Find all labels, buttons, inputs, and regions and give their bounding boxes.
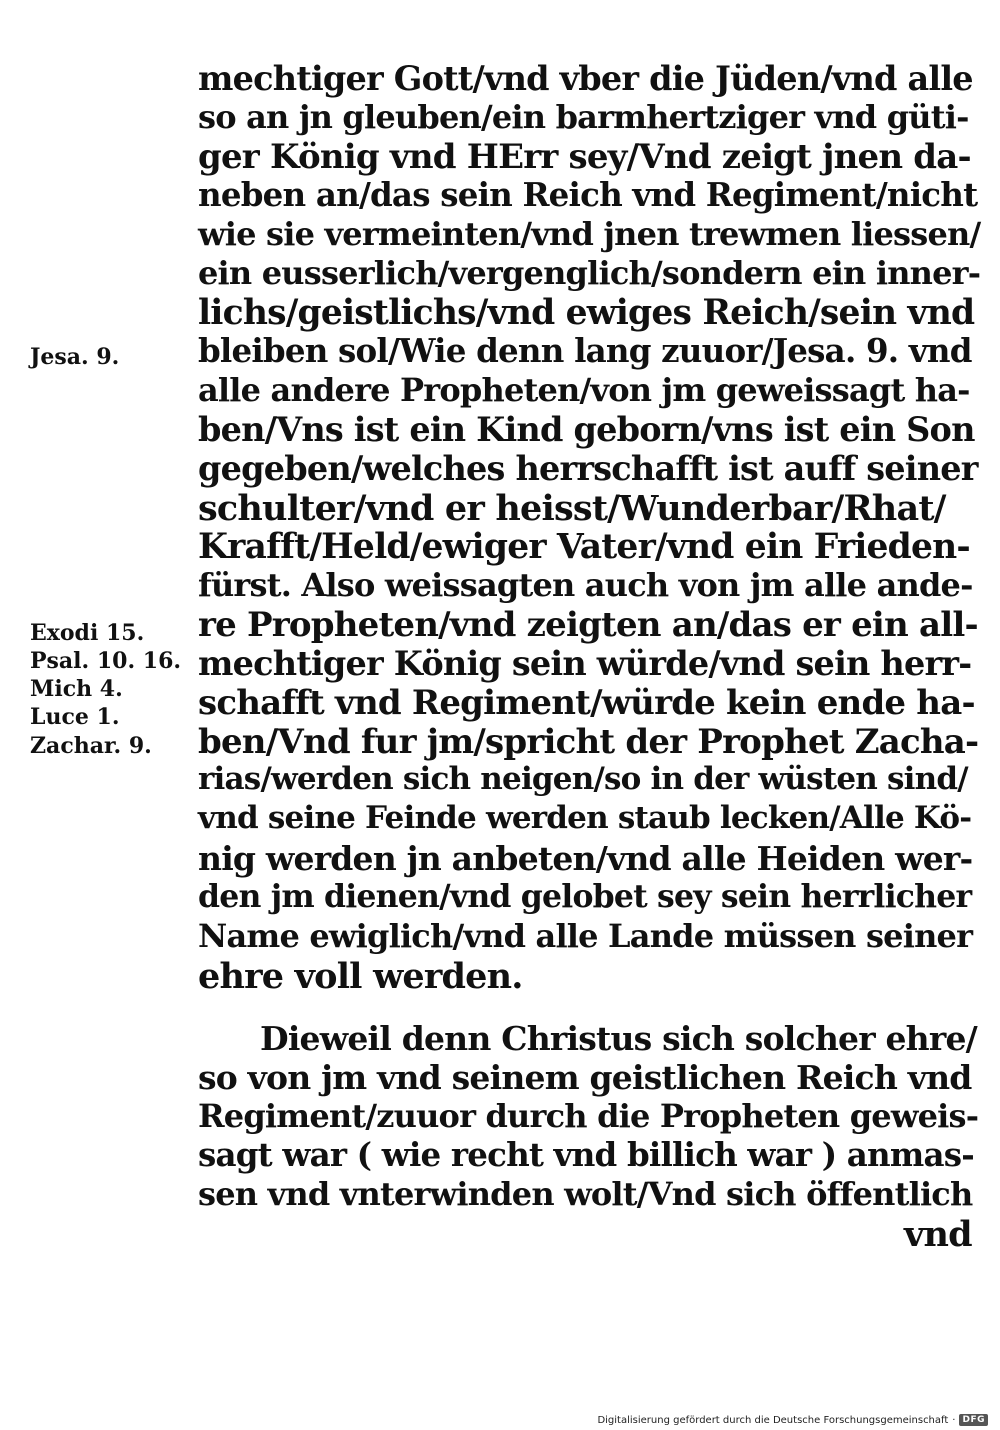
text-line: bleiben sol/Wie denn lang zuuor/Jesa. 9. vnd (198, 331, 972, 370)
text-line: Name ewiglich/vnd alle Lande müssen seiner (198, 917, 973, 955)
margin-note: Exodi 15. (30, 620, 145, 646)
text-line: wie sie vermeinten/vnd jnen trewmen liessen/ (198, 215, 981, 253)
catchword: vnd (904, 1214, 972, 1255)
footer: Digitalisierung gefördert durch die Deutsche Forschungsgemeinschaft · DFG (597, 1414, 988, 1426)
text-line: gegeben/welches herrschafft ist auff seiner (198, 449, 978, 488)
text-line: mechtiger König sein würde/vnd sein herr- (198, 644, 972, 683)
text-line: re Propheten/vnd zeigten an/das er ein all- (198, 605, 978, 645)
text-line: ger König vnd HErr sey/Vnd zeigt jnen da- (198, 137, 971, 177)
dfg-logo-icon: DFG (959, 1414, 988, 1426)
margin-note: Jesa. 9. (30, 344, 120, 370)
text-line: fürst. Also weissagten auch von jm alle ande- (198, 566, 973, 604)
margin-note: Zachar. 9. (30, 733, 152, 759)
text-line: schafft vnd Regiment/würde kein ende ha- (198, 683, 975, 723)
text-line: so von jm vnd seinem geistlichen Reich vnd (198, 1058, 972, 1097)
margin-note: Luce 1. (30, 704, 120, 730)
text-line: sen vnd vnterwinden wolt/Vnd sich öffentlich (198, 1175, 973, 1213)
margin-note: Psal. 10. 16. (30, 648, 182, 674)
paragraph-start-line: Dieweil denn Christus sich solcher ehre/ (260, 1019, 977, 1058)
digitization-credit: Digitalisierung gefördert durch die Deutsche Forschungsgemeinschaft (597, 1414, 949, 1426)
text-line: so an jn gleuben/ein barmhertziger vnd güti- (198, 98, 969, 136)
text-line: Krafft/Held/ewiger Vater/vnd ein Frieden- (198, 527, 970, 567)
margin-note: Mich 4. (30, 676, 123, 702)
text-line: ben/Vns ist ein Kind geborn/vns ist ein Son (198, 410, 975, 449)
text-line: vnd seine Feinde werden staub lecken/Alle Kö- (198, 800, 972, 836)
text-line: ben/Vnd fur jm/spricht der Prophet Zacha- (198, 722, 979, 762)
text-line: ehre voll werden. (198, 956, 523, 997)
text-line: sagt war ( wie recht vnd billich war ) anmas- (198, 1135, 974, 1174)
text-line: lichs/geistlichs/vnd ewiges Reich/sein vnd (198, 293, 975, 333)
text-line: alle andere Propheten/von jm geweissagt ha- (198, 371, 970, 409)
text-line: den jm dienen/vnd gelobet sey sein herrlicher (198, 878, 972, 915)
text-line: neben an/das sein Reich vnd Regiment/nicht (198, 175, 978, 214)
text-line: mechtiger Gott/vnd vber die Jüden/vnd alle (198, 59, 973, 98)
text-line: ein eusserlich/vergenglich/sondern ein inner- (198, 254, 981, 292)
text-line: nig werden jn anbeten/vnd alle Heiden wer- (198, 839, 973, 878)
text-line: Regiment/zuuor durch die Propheten geweis- (198, 1097, 979, 1135)
text-line: rias/werden sich neigen/so in der wüsten sind/ (198, 761, 968, 797)
text-line: schulter/vnd er heisst/Wunderbar/Rhat/ (198, 488, 946, 529)
